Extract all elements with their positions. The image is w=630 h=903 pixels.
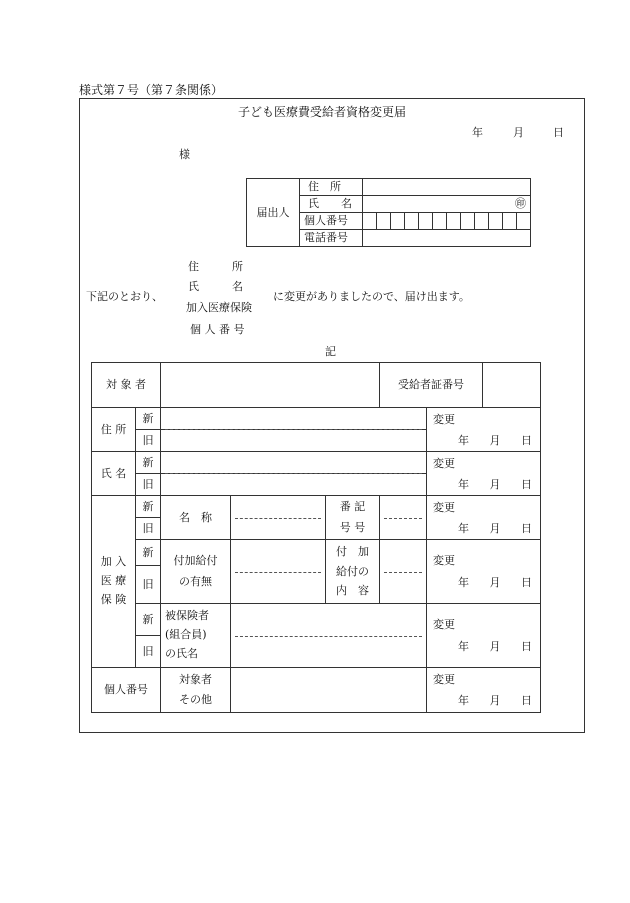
filer-table [246, 178, 531, 247]
insured-change-date: 年 月 日 [458, 639, 535, 653]
address-change-cell[interactable] [427, 408, 541, 452]
name-new-mark: 新 [136, 452, 161, 474]
filer-address-label: 住 所 [300, 179, 363, 196]
filer-personal-number-label: 個人番号 [300, 213, 363, 230]
personal-number-boxes [363, 213, 530, 229]
target-other-label: 対象者 その他 [161, 668, 231, 713]
additional-change-date: 年 月 日 [458, 575, 535, 589]
name-change-label: 変更 [433, 457, 456, 470]
additional-content-field[interactable] [380, 540, 427, 604]
address-new-field[interactable] [161, 408, 427, 430]
statement-item-address: 住 所 [188, 260, 243, 273]
personal-number-label: 個人番号 [92, 668, 161, 713]
statement-suffix: に変更がありましたので、届け出ます。 [273, 290, 470, 303]
filer-name-field[interactable] [363, 196, 531, 213]
cert-field[interactable] [483, 363, 540, 407]
address-new-mark: 新 [136, 408, 161, 430]
name-change-date: 年 月 日 [458, 478, 535, 492]
change-table [91, 362, 541, 713]
statement-prefix: 下記のとおり、 [86, 290, 163, 303]
ins-name-change-label: 変更 [433, 501, 456, 514]
ins-name-change-cell[interactable] [427, 496, 541, 540]
personal-number-field[interactable] [231, 668, 427, 713]
additional-new-mark: 新 [136, 540, 161, 566]
insured-label: 被保険者 (組合員) の氏名 [161, 604, 231, 668]
cert-cell [380, 363, 541, 408]
address-old-mark: 旧 [136, 430, 161, 452]
filer-phone-label: 電話番号 [300, 230, 363, 247]
address-label: 住 所 [92, 408, 136, 452]
additional-change-label: 変更 [433, 554, 456, 568]
address-change-label: 変更 [433, 413, 456, 426]
date-month: 月 [513, 126, 524, 139]
address-change-date: 年 月 日 [458, 434, 535, 448]
ins-name-label: 名 称 [161, 496, 231, 540]
insurance-label: 加 入 医 療 保 険 [92, 496, 136, 668]
insured-change-label: 変更 [433, 618, 456, 632]
form-title: 子ども医療費受給者資格変更届 [238, 105, 407, 119]
ki-mark: 記 [325, 345, 336, 358]
date-day: 日 [553, 126, 564, 139]
target-field[interactable] [161, 363, 380, 408]
ins-name-field[interactable] [231, 496, 326, 540]
insured-change-cell[interactable] [427, 604, 541, 668]
ins-name-change-date: 年 月 日 [458, 522, 535, 536]
name-old-field[interactable] [161, 474, 427, 496]
addressee-suffix: 様 [179, 148, 190, 161]
additional-label: 付加給付 の有無 [161, 540, 231, 604]
statement-item-name: 氏 名 [188, 280, 243, 293]
cert-label: 受給者証番号 [380, 363, 483, 407]
additional-old-mark: 旧 [136, 566, 161, 604]
ins-name-old-mark: 旧 [136, 518, 161, 540]
insured-field[interactable] [231, 604, 427, 668]
ins-number-label: 番 記 号 号 [326, 496, 380, 540]
target-label: 対 象 者 [92, 363, 161, 408]
ins-name-new-mark: 新 [136, 496, 161, 518]
additional-content-label: 付 加 給付の 内 容 [326, 540, 380, 604]
name-label: 氏 名 [92, 452, 136, 496]
seal-icon: ㊞ [515, 197, 526, 211]
filer-name-label: 氏 名 [300, 196, 363, 213]
date-year: 年 [472, 126, 483, 139]
name-old-mark: 旧 [136, 474, 161, 496]
filer-label: 届出人 [247, 179, 300, 247]
insured-old-mark: 旧 [136, 636, 161, 668]
insured-new-mark: 新 [136, 604, 161, 636]
filer-phone-field[interactable] [363, 230, 531, 247]
name-change-cell[interactable] [427, 452, 541, 496]
statement-item-insurance: 加入医療保険 [186, 301, 252, 314]
form-number: 様式第７号（第７条関係） [79, 83, 224, 97]
name-new-field[interactable] [161, 452, 427, 474]
statement-item-personal-number: 個 人 番 号 [190, 323, 245, 336]
ins-number-field[interactable] [380, 496, 427, 540]
personal-number-change-label: 変更 [433, 672, 456, 686]
additional-field[interactable] [231, 540, 326, 604]
filer-personal-number-field[interactable] [363, 213, 531, 230]
filer-address-field[interactable] [363, 179, 531, 196]
additional-change-cell[interactable] [427, 540, 541, 604]
personal-number-change-cell[interactable] [427, 668, 541, 713]
address-old-field[interactable] [161, 430, 427, 452]
personal-number-change-date: 年 月 日 [458, 694, 535, 707]
